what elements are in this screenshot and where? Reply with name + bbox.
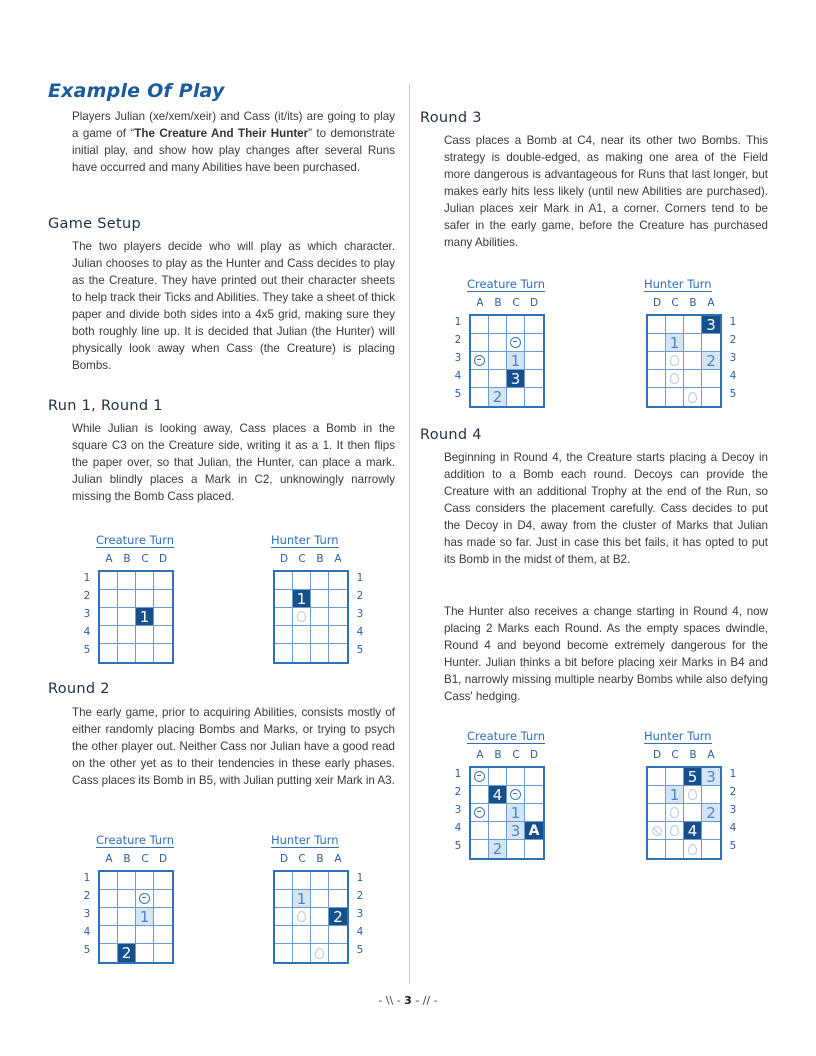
grid-cell [525, 786, 543, 804]
heading-round3: Round 3 [420, 110, 482, 126]
grid-cell [293, 608, 311, 626]
hunter-turn-title: Hunter Turn [644, 729, 712, 743]
row-label: 1 [729, 768, 737, 780]
grid-cell [118, 572, 136, 590]
column-label: A [334, 853, 342, 865]
footer-left: - \\ - [378, 994, 405, 1007]
grid-cell [702, 334, 720, 352]
row-label: 4 [454, 822, 462, 834]
intro-text: Players Julian (xe/xem/xeir) and Cass (it/its) are going to play a game of “ [72, 110, 395, 140]
row-label: 2 [356, 590, 364, 602]
mark-cell: 1 [507, 352, 525, 370]
row-label: 4 [729, 822, 737, 834]
grid-cell [118, 608, 136, 626]
column-label: C [141, 553, 149, 565]
row-label: 1 [356, 572, 364, 584]
grid-cell [702, 822, 720, 840]
row-label: 2 [83, 890, 91, 902]
column-label: A [334, 553, 342, 565]
row-label: 3 [83, 608, 91, 620]
run1-paragraph: While Julian is looking away, Cass places a Bomb in the square C3 on the Creature side, writing it as a 1. It then flips the paper over, so that Julian, the Hunter, can place a mark. Julian blindly places a Mark in C2, unknowingly narrowly missing the Bomb Cass placed. [72, 422, 395, 503]
grid-cell [702, 388, 720, 406]
column-label: B [123, 553, 131, 565]
column-label: C [512, 297, 520, 309]
grid-cell [154, 926, 172, 944]
grid-cell [136, 890, 154, 908]
row-label: 3 [356, 908, 364, 920]
grid-cell [702, 370, 720, 388]
grid-cell [525, 768, 543, 786]
mark-drop-icon [688, 789, 697, 800]
row-label: 4 [83, 626, 91, 638]
grid-cell [329, 926, 347, 944]
intro-text-end: ” to demonstrate initial play, and show how play changes after several Runs have occurred and many Abilities have been purchased. [72, 127, 395, 174]
grid-cell [666, 370, 684, 388]
column-label: D [279, 853, 289, 865]
grid-cell [118, 872, 136, 890]
creature-grid [98, 870, 174, 964]
row-label: 5 [83, 644, 91, 656]
grid-cell [275, 944, 293, 962]
grid-cell [329, 944, 347, 962]
creature-turn-title: Creature Turn [467, 729, 546, 743]
creature-grid [98, 570, 174, 664]
column-label: C [671, 749, 679, 761]
grid-cell [666, 352, 684, 370]
grid-cell [154, 908, 172, 926]
creature-face-icon [474, 771, 485, 782]
grid-cell [118, 890, 136, 908]
grid-cell [507, 768, 525, 786]
column-label: D [529, 749, 539, 761]
grid-cell [118, 590, 136, 608]
hunter-turn-title: Hunter Turn [271, 833, 339, 847]
grid-cell [666, 388, 684, 406]
grid-cell [311, 926, 329, 944]
grid-cell [293, 644, 311, 662]
column-label: D [652, 749, 662, 761]
mark-drop-icon [297, 911, 306, 922]
row-label: 2 [729, 786, 737, 798]
hunter-turn-title: Hunter Turn [271, 533, 339, 547]
mark-cell: 3 [507, 822, 525, 840]
row-label: 4 [356, 926, 364, 938]
mark-cell: 2 [489, 840, 507, 858]
grid-cell [666, 768, 684, 786]
hunter-grid [646, 314, 722, 408]
row-label: 2 [83, 590, 91, 602]
mark-cell: 2 [702, 804, 720, 822]
grid-cell [684, 316, 702, 334]
row-label: 5 [454, 840, 462, 852]
grid-cell [275, 908, 293, 926]
row-label: 1 [83, 572, 91, 584]
round2-paragraph: The early game, prior to acquiring Abilities, consists mostly of either randomly placing Bombs and Marks, or trying to psych the other player out. Neither Cass nor Julian have a good read on the other yet as to their tendencies in these early phases. Cass places its Bomb in B5, with Julian putting xeir Mark in A3. [72, 706, 395, 787]
grid-cell [100, 926, 118, 944]
mark-drop-icon [297, 611, 306, 622]
grid-cell [329, 608, 347, 626]
grid-cell [507, 334, 525, 352]
row-label: 3 [356, 608, 364, 620]
grid-cell [311, 644, 329, 662]
mark-cell: 1 [666, 786, 684, 804]
grid-cell [118, 644, 136, 662]
grid-cell [648, 370, 666, 388]
grid-cell [471, 334, 489, 352]
mark-drop-icon [670, 807, 679, 818]
column-label: A [476, 749, 484, 761]
creature-grid [469, 314, 545, 408]
grid-cell [154, 608, 172, 626]
grid-cell [666, 804, 684, 822]
grid-cell [311, 908, 329, 926]
mark-drop-icon [670, 355, 679, 366]
row-label: 4 [729, 370, 737, 382]
grid-cell [525, 370, 543, 388]
grid-cell [311, 608, 329, 626]
column-label: C [141, 853, 149, 865]
grid-cell [136, 644, 154, 662]
grid-cell [154, 572, 172, 590]
grid-cell [311, 944, 329, 962]
grid-cell [666, 316, 684, 334]
grid-cell [648, 388, 666, 406]
grid-cell [489, 822, 507, 840]
row-label: 3 [454, 804, 462, 816]
round4-paragraph-2: The Hunter also receives a change starting in Round 4, now placing 2 Marks each Round. As the empty spaces dwindle, Round 4 and beyond become extremely dangerous for the Hunter. Julian thinks a bit before placing xeir Marks in B4 and B1, narrowly missing multiple nearby Bombs while also defying Cass' hedging. [444, 605, 768, 703]
row-label: 1 [454, 316, 462, 328]
grid-cell [684, 352, 702, 370]
grid-cell [471, 388, 489, 406]
grid-cell [293, 926, 311, 944]
grid-cell [471, 840, 489, 858]
row-label: 5 [729, 388, 737, 400]
creature-face-icon [474, 355, 485, 366]
grid-cell [525, 804, 543, 822]
grid-cell [329, 572, 347, 590]
grid-cell [684, 804, 702, 822]
mark-drop-icon [688, 392, 697, 403]
grid-cell [136, 626, 154, 644]
creature-grid [469, 766, 545, 860]
grid-cell [648, 804, 666, 822]
grid-cell [489, 370, 507, 388]
grid-cell [136, 590, 154, 608]
grid-cell [275, 608, 293, 626]
grid-cell [100, 626, 118, 644]
grid-cell [154, 944, 172, 962]
grid-cell [311, 626, 329, 644]
grid-cell [525, 316, 543, 334]
grid-cell [293, 572, 311, 590]
grid-cell [293, 626, 311, 644]
mark-cell: 1 [507, 804, 525, 822]
grid-cell [684, 388, 702, 406]
row-label: 2 [356, 890, 364, 902]
grid-cell [648, 822, 666, 840]
grid-cell [100, 944, 118, 962]
grid-cell [100, 890, 118, 908]
column-label: B [316, 853, 324, 865]
row-label: 5 [454, 388, 462, 400]
page-title: Example Of Play [48, 80, 225, 102]
grid-cell [329, 890, 347, 908]
grid-cell [311, 572, 329, 590]
column-label: C [298, 853, 306, 865]
row-label: 1 [729, 316, 737, 328]
column-label: A [707, 749, 715, 761]
creature-turn-title: Creature Turn [96, 533, 175, 547]
column-label: C [671, 297, 679, 309]
grid-cell [154, 644, 172, 662]
grid-cell [471, 768, 489, 786]
creature-turn-title: Creature Turn [467, 277, 546, 291]
column-label: C [298, 553, 306, 565]
grid-cell [507, 786, 525, 804]
row-label: 3 [454, 352, 462, 364]
grid-cell [489, 768, 507, 786]
column-label: D [279, 553, 289, 565]
setup-paragraph: The two players decide who will play as which character. Julian chooses to play as the Hunter and Cass decides to play as the Creature. They have printed out their character sheets to help track their Ticks and Abilities. They take a sheet of thick paper and divide both sides into a 4x5 grid, making sure they both roughly line up. It is decided that Julian (the Hunter) will physically look away when Cass (the Creature) is placing Bombs. [72, 240, 395, 372]
hunter-grid [273, 570, 349, 664]
column-label: D [652, 297, 662, 309]
creature-face-icon [474, 807, 485, 818]
creature-face-icon [510, 789, 521, 800]
mark-drop-icon [670, 825, 679, 836]
grid-cell [684, 786, 702, 804]
heading-round2: Round 2 [48, 681, 110, 697]
grid-cell [507, 316, 525, 334]
grid-cell [275, 644, 293, 662]
grid-cell [684, 370, 702, 388]
column-label: B [316, 553, 324, 565]
grid-cell [648, 352, 666, 370]
creature-turn-title: Creature Turn [96, 833, 175, 847]
grid-cell [489, 316, 507, 334]
grid-cell [311, 590, 329, 608]
creature-face-icon [139, 893, 150, 904]
grid-cell [471, 370, 489, 388]
grid-cell [293, 908, 311, 926]
decoy-cell: A [525, 822, 543, 840]
bomb-cell: 2 [118, 944, 136, 962]
grid-cell [471, 786, 489, 804]
grid-cell [525, 840, 543, 858]
grid-cell [136, 572, 154, 590]
grid-cell [702, 840, 720, 858]
column-label: A [105, 553, 113, 565]
bomb-cell: 3 [702, 316, 720, 334]
grid-cell [136, 926, 154, 944]
grid-cell [100, 644, 118, 662]
column-label: A [707, 297, 715, 309]
grid-cell [471, 804, 489, 822]
grid-cell [118, 908, 136, 926]
bomb-cell: 5 [684, 768, 702, 786]
grid-cell [136, 872, 154, 890]
column-label: B [494, 297, 502, 309]
page-footer [0, 994, 816, 1007]
grid-cell [684, 840, 702, 858]
column-label: B [689, 297, 697, 309]
grid-cell [666, 840, 684, 858]
row-label: 1 [356, 872, 364, 884]
no-symbol-icon [652, 826, 662, 836]
game-name: The Creature And Their Hunter [134, 127, 309, 140]
grid-cell [525, 352, 543, 370]
hunter-grid [646, 766, 722, 860]
mark-cell: 3 [702, 768, 720, 786]
grid-cell [648, 768, 666, 786]
grid-cell [507, 388, 525, 406]
grid-cell [329, 872, 347, 890]
bomb-cell: 4 [684, 822, 702, 840]
grid-cell [311, 890, 329, 908]
heading-run1-round1: Run 1, Round 1 [48, 398, 163, 414]
row-label: 4 [454, 370, 462, 382]
grid-cell [471, 822, 489, 840]
intro-paragraph [72, 108, 395, 176]
mark-drop-icon [315, 948, 324, 959]
footer-right: - // - [411, 994, 438, 1007]
mark-cell: 1 [293, 890, 311, 908]
grid-cell [311, 872, 329, 890]
grid-cell [648, 316, 666, 334]
grid-cell [293, 872, 311, 890]
bomb-cell: 1 [293, 590, 311, 608]
bomb-cell: 3 [507, 370, 525, 388]
column-label: B [689, 749, 697, 761]
grid-cell [154, 626, 172, 644]
grid-cell [329, 626, 347, 644]
row-label: 3 [729, 804, 737, 816]
grid-cell [118, 626, 136, 644]
grid-cell [275, 590, 293, 608]
row-label: 4 [83, 926, 91, 938]
hunter-grid [273, 870, 349, 964]
round4-paragraph-1: Beginning in Round 4, the Creature starts placing a Decoy in addition to a Bomb each round. Decoys can provide the Creature with an additional Trophy at the end of the Run, so Cass considers the placement carefully. Cass decides to put the Decoy in D4, away from the cluster of Marks that Julian has made so far. Just in case this bet fails, it has opted to put its Bomb in the midst of them, at B2. [444, 451, 768, 566]
mark-cell: 1 [666, 334, 684, 352]
grid-cell [275, 626, 293, 644]
grid-cell [329, 644, 347, 662]
column-label: D [158, 553, 168, 565]
row-label: 5 [83, 944, 91, 956]
grid-cell [100, 872, 118, 890]
grid-cell [648, 840, 666, 858]
grid-cell [329, 590, 347, 608]
grid-cell [489, 334, 507, 352]
grid-cell [666, 822, 684, 840]
column-label: B [494, 749, 502, 761]
row-label: 2 [729, 334, 737, 346]
mark-cell: 2 [702, 352, 720, 370]
row-label: 5 [729, 840, 737, 852]
column-label: D [529, 297, 539, 309]
grid-cell [154, 890, 172, 908]
grid-cell [100, 572, 118, 590]
grid-cell [489, 352, 507, 370]
grid-cell [471, 352, 489, 370]
page-number: 3 [404, 994, 412, 1007]
grid-cell [507, 840, 525, 858]
grid-cell [100, 590, 118, 608]
row-label: 5 [356, 944, 364, 956]
grid-cell [136, 944, 154, 962]
mark-drop-icon [670, 373, 679, 384]
bomb-cell: 2 [329, 908, 347, 926]
grid-cell [100, 608, 118, 626]
grid-cell [293, 944, 311, 962]
mark-cell: 2 [489, 388, 507, 406]
round3-paragraph: Cass places a Bomb at C4, near its other two Bombs. This strategy is double-edged, as making one area of the Field more dangerous is advantageous for Runs that last longer, but makes early hits less likely (until new Abilities are purchased). Julian places xeir Mark in A1, a corner. Corners tend to be safer in the early game, before the Creature has purchased many Abilities. [444, 134, 768, 249]
grid-cell [118, 926, 136, 944]
bomb-cell: 1 [136, 608, 154, 626]
grid-cell [648, 334, 666, 352]
row-label: 3 [83, 908, 91, 920]
heading-round4: Round 4 [420, 427, 482, 443]
column-label: D [158, 853, 168, 865]
column-label: A [105, 853, 113, 865]
grid-cell [489, 804, 507, 822]
mark-cell: 1 [136, 908, 154, 926]
hunter-turn-title: Hunter Turn [644, 277, 712, 291]
heading-game-setup: Game Setup [48, 216, 141, 232]
grid-cell [525, 334, 543, 352]
grid-cell [275, 890, 293, 908]
mark-drop-icon [688, 844, 697, 855]
row-label: 5 [356, 644, 364, 656]
column-divider [409, 84, 410, 984]
row-label: 2 [454, 786, 462, 798]
column-label: B [123, 853, 131, 865]
grid-cell [275, 872, 293, 890]
grid-cell [648, 786, 666, 804]
row-label: 2 [454, 334, 462, 346]
grid-cell [275, 926, 293, 944]
grid-cell [100, 908, 118, 926]
row-label: 1 [83, 872, 91, 884]
grid-cell [154, 590, 172, 608]
bomb-cell: 4 [489, 786, 507, 804]
grid-cell [702, 786, 720, 804]
grid-cell [154, 872, 172, 890]
column-label: A [476, 297, 484, 309]
row-label: 1 [454, 768, 462, 780]
row-label: 3 [729, 352, 737, 364]
column-label: C [512, 749, 520, 761]
grid-cell [525, 388, 543, 406]
grid-cell [275, 572, 293, 590]
creature-face-icon [510, 337, 521, 348]
grid-cell [471, 316, 489, 334]
grid-cell [684, 334, 702, 352]
row-label: 4 [356, 626, 364, 638]
